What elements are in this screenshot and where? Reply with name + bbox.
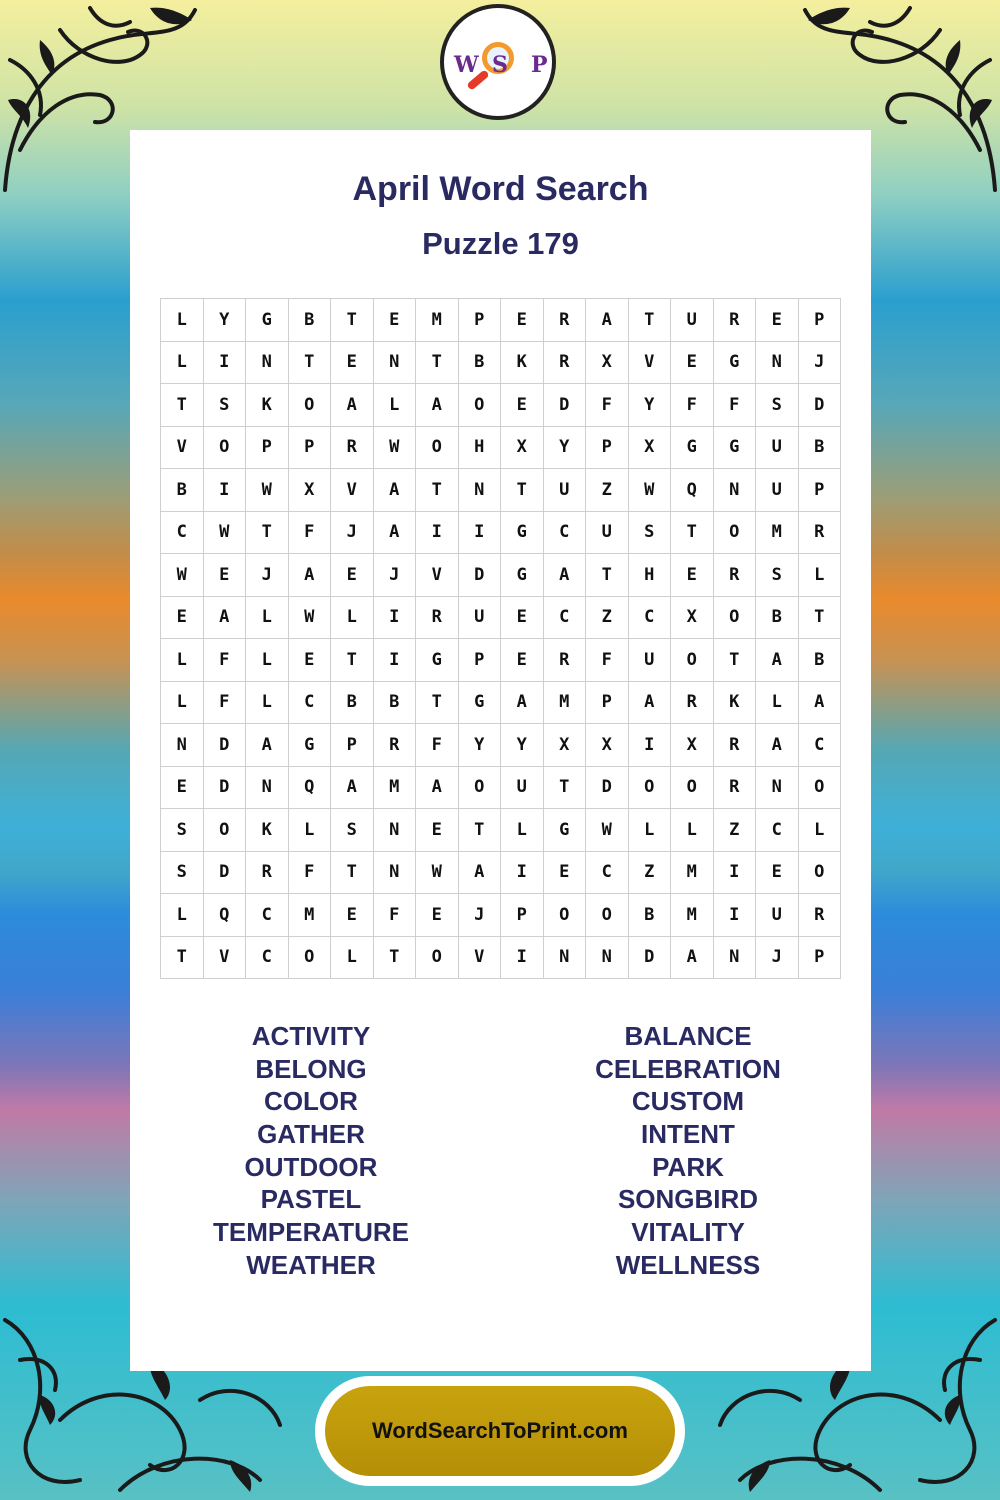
logo-letter-p: P — [531, 52, 548, 78]
grid-cell[interactable]: D — [799, 384, 842, 427]
grid-cell[interactable]: E — [756, 299, 799, 342]
grid-cell[interactable]: X — [501, 427, 544, 470]
grid-cell[interactable]: P — [586, 427, 629, 470]
grid-cell[interactable]: F — [586, 639, 629, 682]
grid-cell[interactable]: D — [629, 937, 672, 980]
grid-cell[interactable]: V — [204, 937, 247, 980]
grid-cell[interactable]: A — [459, 852, 502, 895]
word-item: BELONG — [255, 1053, 367, 1084]
grid-cell[interactable]: P — [331, 724, 374, 767]
grid-cell[interactable]: W — [161, 554, 204, 597]
grid-cell[interactable]: X — [671, 597, 714, 640]
grid-cell[interactable]: O — [289, 937, 332, 980]
grid-cell[interactable]: R — [374, 724, 417, 767]
grid-cell[interactable]: N — [246, 342, 289, 385]
grid-cell[interactable]: N — [459, 469, 502, 512]
grid-cell[interactable]: R — [714, 767, 757, 810]
grid-cell[interactable]: R — [671, 682, 714, 725]
site-link-badge[interactable] — [325, 1386, 675, 1476]
grid-cell[interactable]: K — [246, 809, 289, 852]
grid-cell[interactable]: T — [799, 597, 842, 640]
grid-cell[interactable]: I — [501, 937, 544, 980]
grid-cell[interactable]: E — [501, 384, 544, 427]
grid-cell[interactable]: J — [246, 554, 289, 597]
grid-cell[interactable]: I — [204, 342, 247, 385]
grid-cell[interactable]: E — [161, 767, 204, 810]
word-item: GATHER — [257, 1119, 365, 1150]
grid-cell[interactable]: I — [416, 512, 459, 555]
grid-cell[interactable]: C — [544, 512, 587, 555]
grid-cell[interactable]: L — [799, 554, 842, 597]
grid-cell[interactable]: O — [671, 767, 714, 810]
grid-cell[interactable]: P — [586, 682, 629, 725]
grid-cell[interactable]: Y — [501, 724, 544, 767]
grid-cell[interactable]: T — [331, 852, 374, 895]
logo-letter-s: S — [492, 52, 508, 78]
grid-cell[interactable]: E — [501, 299, 544, 342]
grid-cell[interactable]: U — [544, 469, 587, 512]
grid-cell[interactable]: O — [459, 767, 502, 810]
grid-cell[interactable]: O — [416, 937, 459, 980]
grid-cell[interactable]: V — [416, 554, 459, 597]
grid-cell[interactable]: L — [331, 597, 374, 640]
page-title: April Word Search — [352, 170, 649, 208]
grid-cell[interactable]: F — [289, 852, 332, 895]
grid-cell[interactable]: S — [161, 852, 204, 895]
grid-cell[interactable]: M — [289, 894, 332, 937]
grid-cell[interactable]: L — [161, 639, 204, 682]
grid-cell[interactable]: S — [331, 809, 374, 852]
grid-cell[interactable]: E — [756, 852, 799, 895]
grid-cell[interactable]: R — [799, 894, 842, 937]
grid-cell[interactable]: O — [799, 852, 842, 895]
grid-cell[interactable]: R — [799, 512, 842, 555]
grid-cell[interactable]: O — [544, 894, 587, 937]
grid-cell[interactable]: L — [246, 682, 289, 725]
grid-cell[interactable]: M — [374, 767, 417, 810]
grid-cell[interactable]: G — [501, 554, 544, 597]
grid-cell[interactable]: R — [714, 724, 757, 767]
grid-cell[interactable]: T — [161, 384, 204, 427]
grid-cell[interactable]: O — [586, 894, 629, 937]
grid-cell[interactable]: N — [756, 767, 799, 810]
word-item: ACTIVITY — [251, 1021, 371, 1051]
grid-cell[interactable]: J — [459, 894, 502, 937]
grid-cell[interactable]: I — [459, 512, 502, 555]
grid-cell[interactable]: F — [671, 384, 714, 427]
grid-cell[interactable]: O — [289, 384, 332, 427]
word-item: PARK — [652, 1151, 724, 1182]
grid-cell[interactable]: W — [289, 597, 332, 640]
grid-cell[interactable]: F — [204, 682, 247, 725]
grid-cell[interactable]: L — [246, 639, 289, 682]
word-item: TEMPERATURE — [213, 1217, 409, 1248]
grid-cell[interactable]: E — [331, 894, 374, 937]
grid-cell[interactable]: L — [374, 384, 417, 427]
word-item: OUTDOOR — [244, 1151, 378, 1182]
grid-cell[interactable]: M — [671, 894, 714, 937]
grid-cell[interactable]: L — [331, 937, 374, 980]
grid-cell[interactable]: A — [756, 724, 799, 767]
grid-cell[interactable]: E — [161, 597, 204, 640]
grid-cell[interactable]: N — [374, 809, 417, 852]
grid-cell[interactable]: X — [289, 469, 332, 512]
grid-cell[interactable]: G — [714, 427, 757, 470]
grid-cell[interactable]: U — [459, 597, 502, 640]
word-item: CUSTOM — [631, 1086, 745, 1117]
grid-cell[interactable]: E — [204, 554, 247, 597]
grid-cell[interactable]: N — [374, 852, 417, 895]
word-item: SONGBIRD — [617, 1184, 759, 1215]
grid-cell[interactable]: A — [756, 639, 799, 682]
grid-cell[interactable]: W — [629, 469, 672, 512]
grid-cell[interactable]: Q — [671, 469, 714, 512]
grid-cell[interactable]: R — [416, 597, 459, 640]
grid-cell[interactable]: Q — [289, 767, 332, 810]
grid-cell[interactable]: F — [714, 384, 757, 427]
grid-cell[interactable]: X — [586, 342, 629, 385]
grid-cell[interactable]: C — [629, 597, 672, 640]
grid-cell[interactable]: F — [204, 639, 247, 682]
grid-cell[interactable]: L — [161, 894, 204, 937]
grid-cell[interactable]: A — [331, 767, 374, 810]
grid-cell[interactable]: Q — [204, 894, 247, 937]
grid-cell[interactable]: G — [459, 682, 502, 725]
grid-cell[interactable]: D — [204, 852, 247, 895]
grid-cell[interactable]: E — [289, 639, 332, 682]
grid-cell[interactable]: O — [714, 597, 757, 640]
grid-cell[interactable]: R — [714, 554, 757, 597]
grid-cell[interactable]: X — [671, 724, 714, 767]
grid-cell[interactable]: B — [799, 427, 842, 470]
grid-cell[interactable]: I — [714, 894, 757, 937]
grid-cell[interactable]: W — [374, 427, 417, 470]
grid-cell[interactable]: W — [246, 469, 289, 512]
grid-cell[interactable]: G — [671, 427, 714, 470]
grid-cell[interactable]: A — [671, 937, 714, 980]
grid-cell[interactable]: N — [374, 342, 417, 385]
grid-cell[interactable]: D — [204, 767, 247, 810]
grid-cell[interactable]: N — [714, 937, 757, 980]
grid-cell[interactable]: A — [331, 384, 374, 427]
grid-cell[interactable]: B — [331, 682, 374, 725]
grid-cell[interactable]: G — [501, 512, 544, 555]
grid-cell[interactable]: P — [799, 937, 842, 980]
word-item: INTENT — [641, 1119, 735, 1150]
grid-cell[interactable]: T — [416, 342, 459, 385]
grid-cell[interactable]: T — [544, 767, 587, 810]
grid-cell[interactable]: H — [459, 427, 502, 470]
grid-cell[interactable]: U — [756, 427, 799, 470]
grid-cell[interactable]: X — [629, 427, 672, 470]
grid-cell[interactable]: I — [374, 597, 417, 640]
grid-cell[interactable]: E — [501, 639, 544, 682]
grid-cell[interactable]: S — [204, 384, 247, 427]
grid-cell[interactable]: I — [501, 852, 544, 895]
grid-cell[interactable]: I — [374, 639, 417, 682]
grid-cell[interactable]: C — [289, 682, 332, 725]
grid-cell[interactable]: P — [799, 469, 842, 512]
grid-cell[interactable]: J — [331, 512, 374, 555]
grid-cell[interactable]: U — [586, 512, 629, 555]
grid-cell[interactable]: G — [289, 724, 332, 767]
grid-cell[interactable]: X — [544, 724, 587, 767]
grid-cell[interactable]: A — [629, 682, 672, 725]
grid-cell[interactable]: D — [204, 724, 247, 767]
grid-cell[interactable]: A — [586, 299, 629, 342]
grid-cell[interactable]: L — [161, 682, 204, 725]
grid-cell[interactable]: E — [501, 597, 544, 640]
grid-cell[interactable]: N — [756, 342, 799, 385]
word-item: BALANCE — [624, 1021, 752, 1051]
grid-cell[interactable]: W — [416, 852, 459, 895]
grid-cell[interactable]: G — [416, 639, 459, 682]
grid-cell[interactable]: R — [544, 639, 587, 682]
puzzle-card — [130, 130, 871, 1371]
grid-cell[interactable]: C — [544, 597, 587, 640]
grid-cell[interactable]: C — [161, 512, 204, 555]
grid-cell[interactable]: L — [756, 682, 799, 725]
grid-cell[interactable]: T — [416, 682, 459, 725]
grid-cell[interactable]: O — [459, 384, 502, 427]
grid-cell[interactable]: Y — [204, 299, 247, 342]
grid-cell[interactable]: N — [161, 724, 204, 767]
grid-cell[interactable]: O — [416, 427, 459, 470]
grid-cell[interactable]: E — [416, 894, 459, 937]
grid-cell[interactable]: R — [544, 299, 587, 342]
grid-cell[interactable]: T — [161, 937, 204, 980]
grid-cell[interactable]: V — [331, 469, 374, 512]
grid-cell[interactable]: B — [756, 597, 799, 640]
logo-letter-w: W — [454, 52, 479, 78]
grid-cell[interactable]: U — [629, 639, 672, 682]
grid-cell[interactable]: A — [501, 682, 544, 725]
letter-grid — [160, 298, 841, 979]
grid-cell[interactable]: X — [586, 724, 629, 767]
word-item: COLOR — [264, 1086, 358, 1117]
grid-cell[interactable]: C — [246, 937, 289, 980]
grid-cell[interactable]: F — [289, 512, 332, 555]
grid-cell[interactable]: A — [416, 384, 459, 427]
grid-cell[interactable]: T — [586, 554, 629, 597]
grid-cell[interactable]: P — [246, 427, 289, 470]
grid-cell[interactable]: N — [586, 937, 629, 980]
grid-cell[interactable]: L — [161, 299, 204, 342]
grid-cell[interactable]: M — [671, 852, 714, 895]
grid-cell[interactable]: T — [331, 299, 374, 342]
grid-cell[interactable]: F — [374, 894, 417, 937]
grid-cell[interactable]: E — [331, 342, 374, 385]
grid-cell[interactable]: T — [714, 639, 757, 682]
grid-cell[interactable]: U — [756, 469, 799, 512]
grid-cell[interactable]: A — [544, 554, 587, 597]
grid-cell[interactable]: A — [204, 597, 247, 640]
grid-cell[interactable]: A — [246, 724, 289, 767]
grid-cell[interactable]: T — [416, 469, 459, 512]
word-item: VITALITY — [631, 1217, 745, 1248]
grid-cell[interactable]: L — [289, 809, 332, 852]
grid-cell[interactable]: K — [714, 682, 757, 725]
word-item: WELLNESS — [615, 1249, 761, 1280]
grid-cell[interactable]: B — [161, 469, 204, 512]
grid-cell[interactable]: K — [246, 384, 289, 427]
grid-cell[interactable]: T — [374, 937, 417, 980]
grid-cell[interactable]: O — [671, 639, 714, 682]
grid-cell[interactable]: U — [671, 299, 714, 342]
grid-cell[interactable]: O — [714, 512, 757, 555]
puzzle-number: Puzzle 179 — [422, 226, 579, 261]
grid-cell[interactable]: I — [204, 469, 247, 512]
grid-cell[interactable]: L — [799, 809, 842, 852]
grid-cell[interactable]: V — [629, 342, 672, 385]
grid-cell[interactable]: H — [629, 554, 672, 597]
grid-cell[interactable]: J — [799, 342, 842, 385]
grid-cell[interactable]: E — [374, 299, 417, 342]
grid-cell[interactable]: G — [246, 299, 289, 342]
grid-cell[interactable]: V — [459, 937, 502, 980]
grid-cell[interactable]: Z — [629, 852, 672, 895]
grid-cell[interactable]: R — [246, 852, 289, 895]
grid-cell[interactable]: D — [459, 554, 502, 597]
grid-cell[interactable]: S — [756, 384, 799, 427]
grid-cell[interactable]: B — [289, 299, 332, 342]
grid-cell[interactable]: L — [629, 809, 672, 852]
grid-cell[interactable]: B — [799, 639, 842, 682]
grid-cell[interactable]: C — [756, 809, 799, 852]
grid-cell[interactable]: Z — [714, 809, 757, 852]
word-item: PASTEL — [260, 1184, 362, 1215]
grid-cell[interactable]: Z — [586, 597, 629, 640]
grid-cell[interactable]: Y — [459, 724, 502, 767]
grid-cell[interactable]: U — [501, 767, 544, 810]
grid-cell[interactable]: B — [459, 342, 502, 385]
grid-cell[interactable]: A — [289, 554, 332, 597]
grid-cell[interactable]: G — [714, 342, 757, 385]
grid-cell[interactable]: T — [459, 809, 502, 852]
grid-cell[interactable]: N — [544, 937, 587, 980]
grid-cell[interactable]: O — [204, 427, 247, 470]
grid-cell[interactable]: J — [756, 937, 799, 980]
grid-cell[interactable]: D — [544, 384, 587, 427]
grid-cell[interactable]: D — [586, 767, 629, 810]
grid-cell[interactable]: M — [544, 682, 587, 725]
grid-cell[interactable]: U — [756, 894, 799, 937]
grid-cell[interactable]: T — [331, 639, 374, 682]
grid-cell[interactable]: A — [374, 512, 417, 555]
grid-cell[interactable]: E — [544, 852, 587, 895]
grid-cell[interactable]: B — [629, 894, 672, 937]
grid-cell[interactable]: R — [714, 299, 757, 342]
grid-cell[interactable]: P — [799, 299, 842, 342]
grid-cell[interactable]: E — [331, 554, 374, 597]
grid-cell[interactable]: Y — [544, 427, 587, 470]
grid-cell[interactable]: N — [714, 469, 757, 512]
grid-cell[interactable]: M — [416, 299, 459, 342]
word-item: CELEBRATION — [595, 1053, 781, 1084]
grid-cell[interactable]: E — [671, 554, 714, 597]
grid-cell[interactable]: M — [756, 512, 799, 555]
grid-cell[interactable]: O — [799, 767, 842, 810]
grid-cell[interactable]: W — [586, 809, 629, 852]
word-list-right — [538, 1020, 838, 1282]
grid-cell[interactable]: G — [544, 809, 587, 852]
grid-cell[interactable]: P — [501, 894, 544, 937]
word-item: WEATHER — [246, 1249, 376, 1280]
grid-cell[interactable]: C — [799, 724, 842, 767]
grid-cell[interactable]: P — [459, 639, 502, 682]
grid-cell[interactable]: T — [671, 512, 714, 555]
grid-cell[interactable]: C — [246, 894, 289, 937]
word-list-left — [161, 1020, 461, 1282]
grid-cell[interactable]: L — [161, 342, 204, 385]
grid-cell[interactable]: F — [416, 724, 459, 767]
site-link-text[interactable]: WordSearchToPrint.com — [372, 1418, 628, 1443]
grid-cell[interactable]: S — [756, 554, 799, 597]
grid-cell[interactable]: I — [629, 724, 672, 767]
grid-cell[interactable]: R — [544, 342, 587, 385]
grid-cell[interactable]: O — [629, 767, 672, 810]
grid-cell[interactable]: E — [671, 342, 714, 385]
grid-cell[interactable]: T — [629, 299, 672, 342]
grid-cell[interactable]: A — [416, 767, 459, 810]
grid-cell[interactable]: Y — [629, 384, 672, 427]
grid-cell[interactable]: R — [331, 427, 374, 470]
grid-cell[interactable]: T — [501, 469, 544, 512]
grid-cell[interactable]: S — [161, 809, 204, 852]
grid-cell[interactable]: W — [204, 512, 247, 555]
grid-cell[interactable]: C — [586, 852, 629, 895]
grid-cell[interactable]: O — [204, 809, 247, 852]
grid-cell[interactable]: Z — [586, 469, 629, 512]
grid-cell[interactable]: N — [246, 767, 289, 810]
grid-cell[interactable]: T — [246, 512, 289, 555]
grid-cell[interactable]: T — [289, 342, 332, 385]
grid-cell[interactable]: L — [501, 809, 544, 852]
grid-cell[interactable]: J — [374, 554, 417, 597]
grid-cell[interactable]: B — [374, 682, 417, 725]
grid-cell[interactable]: L — [246, 597, 289, 640]
grid-cell[interactable]: K — [501, 342, 544, 385]
grid-cell[interactable]: A — [799, 682, 842, 725]
grid-cell[interactable]: E — [416, 809, 459, 852]
grid-cell[interactable]: L — [671, 809, 714, 852]
wsp-logo[interactable] — [440, 4, 556, 120]
grid-cell[interactable]: P — [289, 427, 332, 470]
grid-cell[interactable]: F — [586, 384, 629, 427]
grid-cell[interactable]: P — [459, 299, 502, 342]
grid-cell[interactable]: A — [374, 469, 417, 512]
grid-cell[interactable]: V — [161, 427, 204, 470]
grid-cell[interactable]: I — [714, 852, 757, 895]
grid-cell[interactable]: S — [629, 512, 672, 555]
